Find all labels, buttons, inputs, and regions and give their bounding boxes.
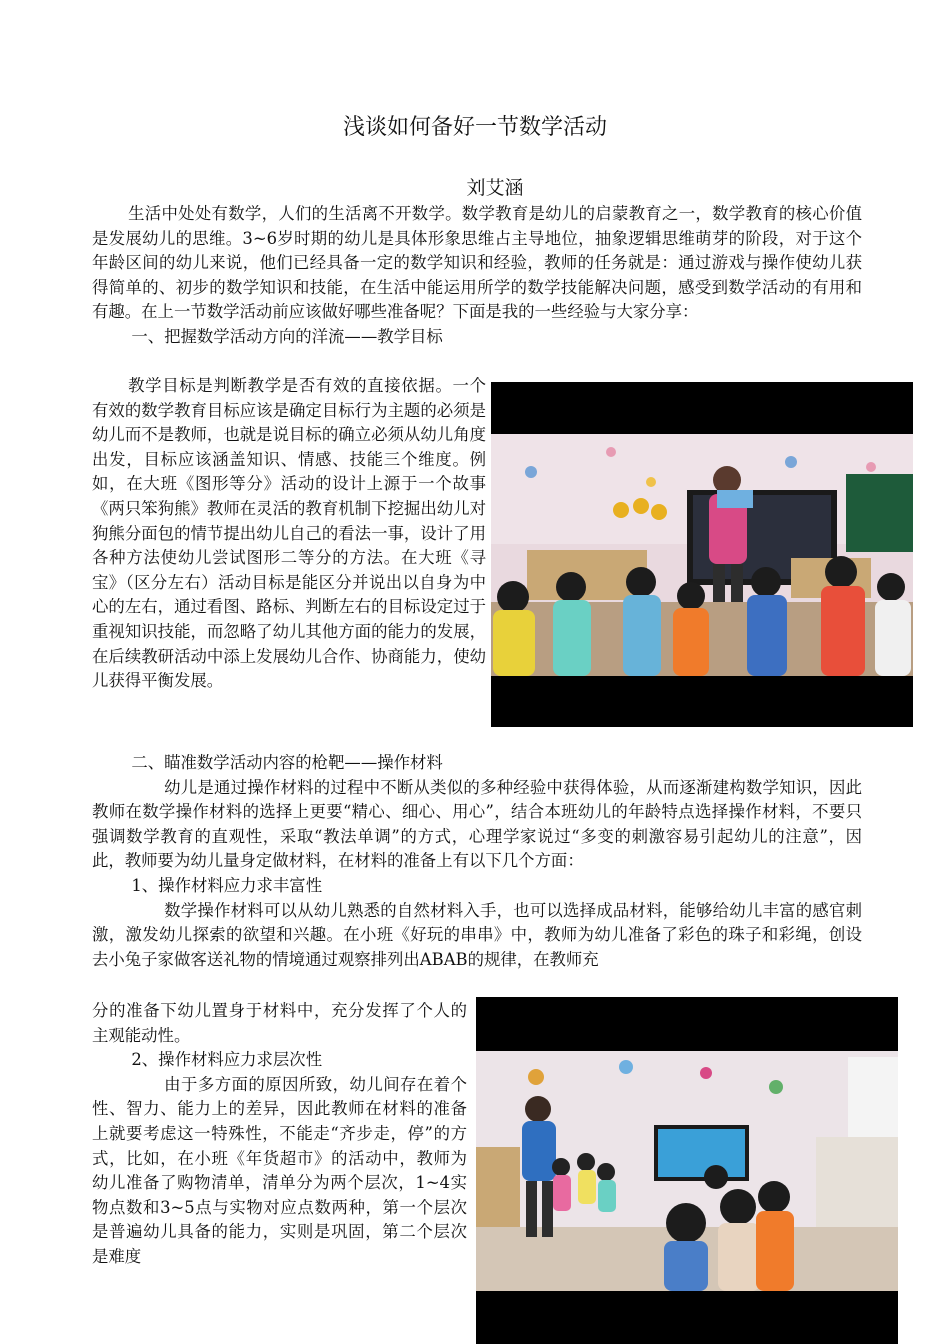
section1-heading: 一、把握数学活动方向的洋流——教学目标 bbox=[131, 326, 443, 346]
sub2-heading: 2、操作材料应力求层次性 bbox=[131, 1050, 323, 1070]
section1-body bbox=[92, 374, 486, 694]
intro-paragraph bbox=[92, 202, 862, 350]
classroom-photo-1 bbox=[491, 382, 913, 727]
sub1-text: 数学操作材料可以从幼儿熟悉的自然材料入手，也可以选择成品材料，能够给幼儿丰富的感官刺激，激发幼儿探索的欲望和兴趣。在小班《好玩的串串》中，教师为幼儿准备了彩色的珠子和彩绳，创设去小兔子家做客送礼物的情境通过观察排列出ABAB的规律，在教师充 bbox=[92, 900, 862, 969]
section2-narrow-block bbox=[92, 999, 467, 1270]
sub1-text-continued: 分的准备下幼儿置身于材料中，充分发挥了个人的主观能动性。 bbox=[92, 1001, 467, 1045]
section1-text: 教学目标是判断教学是否有效的直接依据。一个有效的数学教育目标应该是确定目标行为主题的必须是幼儿而不是教师，也就是说目标的确立必须从幼儿角度出发，目标应该涵盖知识、情感、技能三个维度。例如，在大班《图形等分》活动的设计上源于一个故事《两只笨狗熊》教师在灵活的教育机制下挖掘出幼儿对狗熊分面包的情节提出幼儿自己的看法一事，设计了用各种方法使幼儿尝试图形二等分的方法。在大班《寻宝》（区分左右）活动目标是能区分并说出以自身为中心的左右，通过看图、路标、判断左右的目标设定过于重视知识技能，而忽略了幼儿其他方面的能力的发展，在后续教研活动中添上发展幼儿合作、协商能力，使幼儿获得平衡发展。 bbox=[92, 376, 486, 691]
photo-classroom-activity-image bbox=[476, 997, 898, 1344]
photo-teacher-reading-image bbox=[491, 382, 913, 727]
section2-heading: 二、瞄准数学活动内容的枪靶——操作材料 bbox=[131, 753, 443, 772]
intro-text: 生活中处处有数学，人们的生活离不开数学。数学教育是幼儿的启蒙教育之一，数学教育的核心价值是发展幼儿的思维。3~6岁时期的幼儿是具体形象思维占主导地位，抽象逻辑思维萌芽的阶段，对于这个年龄区间的幼儿来说，他们已经具备一定的数学知识和经验，教师的任务就是：通过游戏与操作使幼儿获得简单的、初步的数学知识和技能，在生活中能运用所学的数学技能解决问题，感受到数学活动的有用和有趣。在上一节数学活动前应该做好哪些准备呢？下面是我的一些经验与大家分享： bbox=[92, 204, 862, 322]
sub1-heading: 1、操作材料应力求丰富性 bbox=[131, 875, 323, 895]
section2-text: 幼儿是通过操作材料的过程中不断从类似的多种经验中获得体验，从而逐渐建构数学知识，因此教师在数学操作材料的选择上更要“精心、细心、用心”，结合本班幼儿的年龄特点选择操作材料，不要只强调数学教育的直观性，采取“教法单调”的方式，心理学家说过“多变的刺激容易引起幼儿的注意”，因此，教师要为幼儿量身定做材料，在材料的准备上有以下几个方面： bbox=[92, 777, 862, 871]
author-name: 刘艾涵 bbox=[466, 177, 524, 199]
document-title: 浅谈如何备好一节数学活动 bbox=[342, 115, 607, 140]
classroom-photo-2 bbox=[476, 997, 898, 1344]
section2-block bbox=[92, 751, 862, 972]
sub2-text: 由于多方面的原因所致，幼儿间存在着个性、智力、能力上的差异，因此教师在材料的准备上就要考虑这一特殊性，不能走“齐步走，停”的方式，比如，在小班《年货超市》的活动中，教师为幼儿准备了购物清单，清单分为两个层次，1~4实物点数和3~5点与实物对应点数两种，第一个层次是普遍幼儿具备的能力，实则是巩固，第二个层次是难度 bbox=[92, 1074, 467, 1266]
